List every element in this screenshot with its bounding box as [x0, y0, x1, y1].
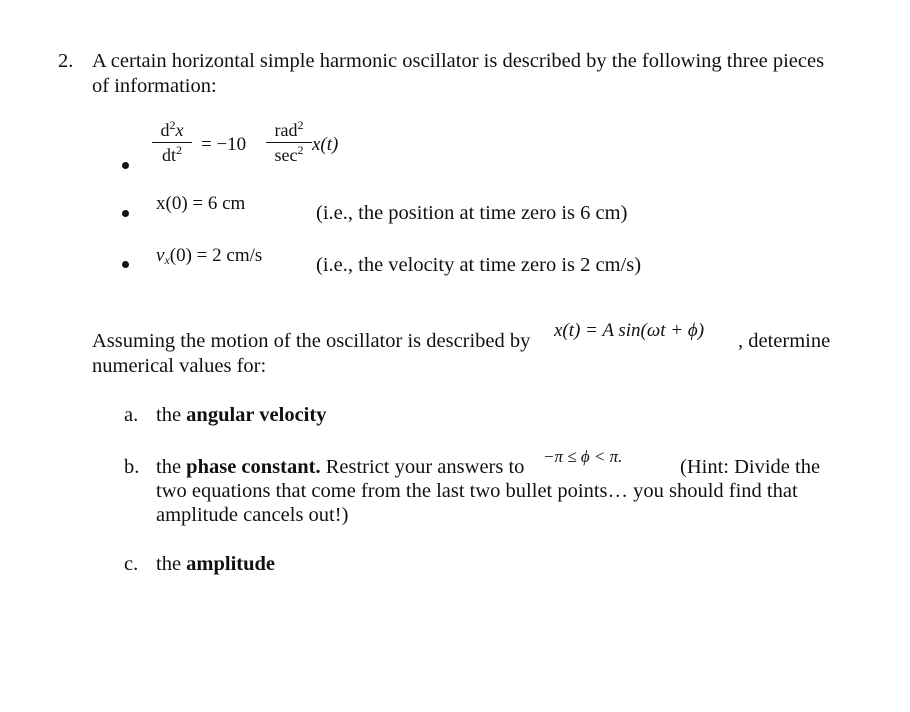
problem-intro-line2: of information:: [92, 75, 217, 97]
part-c-label: c.: [124, 553, 139, 575]
bullet-marker: [122, 261, 129, 268]
unit-fraction: [266, 120, 312, 165]
part-b-line3: amplitude cancels out!): [156, 504, 349, 526]
initial-position-note: (i.e., the position at time zero is 6 cm): [316, 202, 628, 224]
motion-formula: x(t) = A sin(ωt + ϕ): [554, 320, 705, 341]
bullet-marker: [122, 210, 129, 217]
fraction-bar: [266, 142, 312, 143]
initial-position-equation: x(0) = 6 cm: [156, 193, 246, 214]
equation-equals-coefficient: = −10: [201, 134, 247, 155]
part-b-line2: two equations that come from the last two bullet points… you should find that: [156, 480, 798, 502]
assumption-line2: numerical values for:: [92, 355, 267, 377]
derivative-numerator: $d^2x$: [160, 118, 184, 140]
derivative-fraction: [152, 120, 192, 165]
part-b-hint-start: (Hint: Divide the: [680, 456, 821, 478]
part-a-text: the angular velocity: [156, 404, 327, 426]
bullet-marker: [122, 162, 129, 169]
fraction-bar: [152, 142, 192, 143]
initial-velocity-note: (i.e., the velocity at time zero is 2 cm/s): [316, 254, 642, 276]
phase-constraint: −π ≤ ϕ < π.: [543, 447, 623, 466]
derivative-denominator: $dt^2$: [161, 143, 182, 165]
initial-velocity-equation: $v_x(0) = 2$ cm/s: [156, 245, 263, 267]
unit-denominator: $\sec^2$: [274, 143, 304, 165]
problem-number: 2.: [58, 50, 74, 72]
part-b-label: b.: [124, 456, 140, 478]
problem-intro-line1: A certain horizontal simple harmonic oscillator is described by the following three pieces: [92, 50, 825, 72]
unit-numerator: rad$^2$: [274, 118, 304, 140]
part-c-text: the amplitude: [156, 553, 276, 575]
part-b-line1: the phase constant. Restrict your answers to: [156, 456, 525, 478]
part-a-label: a.: [124, 404, 139, 426]
assumption-line1-post: , determine: [738, 330, 831, 352]
equation-rhs: x(t): [312, 134, 339, 155]
assumption-line1-pre: Assuming the motion of the oscillator is described by: [92, 330, 531, 352]
